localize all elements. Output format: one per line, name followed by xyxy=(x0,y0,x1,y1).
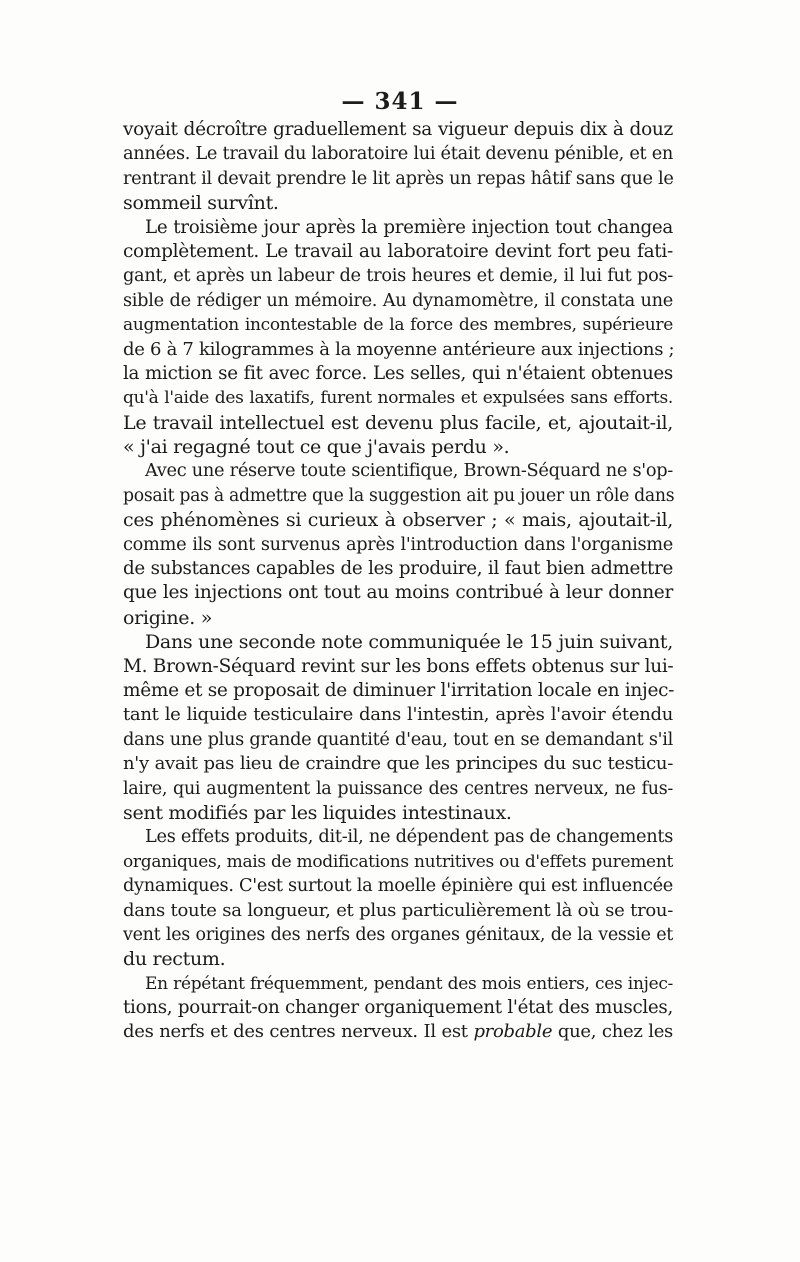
text-line: années. Le travail du laboratoire lui était devenu pénible, et en xyxy=(123,144,674,165)
paragraph-4 xyxy=(123,630,673,825)
text-line: du rectum. xyxy=(123,948,226,971)
text-line: sent modifiés par les liquides intestinaux. xyxy=(123,801,512,824)
text-line: En répétant fréquemment, pendant des mois entiers, ces injec- xyxy=(145,973,673,994)
text-line: gant, et après un labeur de trois heures et demie, il lui fut pos- xyxy=(123,266,673,287)
text-line: Avec une réserve toute scientifique, Brown-Séquard ne s'op- xyxy=(145,461,673,482)
text-line xyxy=(123,1020,673,1044)
text-line: dans une plus grande quantité d'eau, tout en se demandant s'il xyxy=(123,729,673,750)
text-line: Les effets produits, dit-il, ne dépendent pas de changements xyxy=(145,827,673,848)
text-line: vent les origines des nerfs des organes génitaux, de la vessie et xyxy=(123,924,673,945)
text-line: dans toute sa longueur, et plus particulièrement là où se trou- xyxy=(123,899,673,921)
page-number: — 341 — xyxy=(341,88,459,115)
text-line: sommeil survînt. xyxy=(123,192,279,215)
paragraph-2 xyxy=(123,216,673,460)
emphasis-text: probable xyxy=(473,1021,553,1043)
body-text xyxy=(123,118,673,1045)
text-line: comme ils sont survenus après l'introduction dans l'organisme xyxy=(123,534,673,555)
text-line: ces phénomènes si curieux à observer ; « mais, ajoutait-il, xyxy=(123,509,673,532)
text-line: qu'à l'aide des laxatifs, furent normales et expulsées sans efforts. xyxy=(123,388,673,409)
text-line: « j'ai regagné tout ce que j'avais perdu ». xyxy=(123,436,510,459)
text-line: laire, qui augmentent la puissance des centres nerveux, ne fus- xyxy=(123,778,673,799)
text-line: rentrant il devait prendre le lit après un repas hâtif sans que le xyxy=(123,168,674,189)
text-line: Le travail intellectuel est devenu plus facile, et, ajoutait-il, xyxy=(123,411,673,434)
paragraph-6 xyxy=(123,972,673,1045)
text-line: que les injections ont tout au moins contribué à leur donner xyxy=(123,582,673,604)
text-line: tions, pourrait-on changer organiquement l'état des muscles, xyxy=(123,997,673,1019)
text-run: des nerfs et des centres nerveux. Il est xyxy=(123,1021,474,1043)
text-line: Dans une seconde note communiquée le 15 juin suivant, xyxy=(145,631,673,654)
text-line: de 6 à 7 kilogrammes à la moyenne antérieure aux injections ; xyxy=(123,338,675,360)
text-line: même et se proposait de diminuer l'irritation locale en injec- xyxy=(123,679,675,701)
text-line: voyait décroître graduellement sa vigueur depuis dix à douz xyxy=(123,119,673,140)
text-line: complètement. Le travail au laboratoire devint fort peu fati- xyxy=(123,240,673,262)
text-line: posait pas à admettre que la suggestion ait pu jouer un rôle dans xyxy=(123,485,675,506)
text-line: M. Brown-Séquard revint sur les bons effets obtenus sur lui- xyxy=(123,655,674,677)
text-line: tant le liquide testiculaire dans l'intestin, après l'avoir étendu xyxy=(123,704,673,726)
paragraph-1 xyxy=(123,118,673,216)
paragraph-5 xyxy=(123,825,673,971)
text-line: origine. » xyxy=(123,606,213,629)
text-line: de substances capables de les produire, il faut bien admettre xyxy=(123,558,673,580)
text-line: la miction se fit avec force. Les selles, qui n'étaient obtenues xyxy=(123,362,673,384)
text-line: dynamiques. C'est surtout la moelle épinière qui est influencée xyxy=(123,876,673,897)
text-line: augmentation incontestable de la force des membres, supérieure xyxy=(123,315,673,336)
text-line: sible de rédiger un mémoire. Au dynamomètre, il constata une xyxy=(123,290,673,311)
text-run: que, chez les xyxy=(552,1021,673,1043)
text-line: n'y avait pas lieu de craindre que les principes du suc testicu- xyxy=(123,753,673,775)
text-line: organiques, mais de modifications nutritives ou d'effets purement xyxy=(123,851,673,872)
paragraph-3 xyxy=(123,459,673,630)
text-line: Le troisième jour après la première injection tout changea xyxy=(145,216,673,238)
